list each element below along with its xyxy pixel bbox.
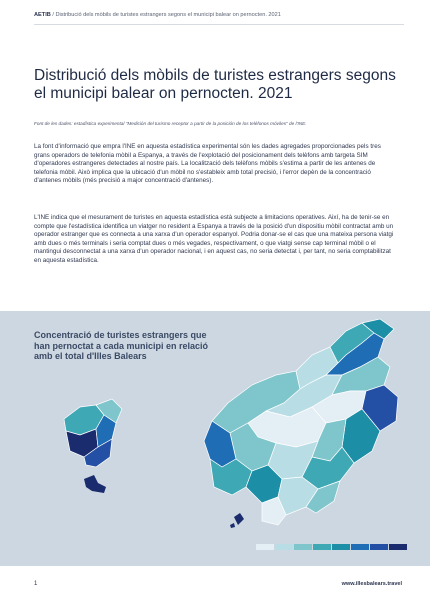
legend-swatch <box>313 544 331 550</box>
header-breadcrumb <box>34 12 404 18</box>
header-text: / Distribució dels mòbils de turistes estrangers segons el municipi balear on pernocten. 2021 <box>50 12 281 18</box>
legend-swatch <box>389 544 407 550</box>
eivissa-island <box>64 399 122 467</box>
legend-swatch <box>332 544 350 550</box>
legend-swatch <box>256 544 274 550</box>
paragraph-1: La font d'informació que empra l'INE en aquesta estadística experimental són les dades agregades proporcionades pels tres grans operadors de telefonia mòbil a Espanya, a través de l'explotació del posicionament dels telèfons amb targeta SIM d'operadores estrangeres detectades al nostre país. La localització dels telèfons mòbils s'estima a partir de les antenes de telefonia mòbil. Això implica que la ubicació d'un mòbil no s'estableix amb total precisió, i l'error depèn de la concentració d'antenes mòbils (més precisió a major concentració d'antenes). <box>34 143 381 185</box>
source-note: Font de les dades: estadística experimental "Medición del turismo receptor a partir de la posición de los teléfonos móviles" de l'INE. <box>34 121 307 126</box>
legend-swatch <box>294 544 312 550</box>
header-brand: AETIB <box>34 12 51 18</box>
legend-swatch <box>275 544 293 550</box>
page-number: 1 <box>34 581 38 587</box>
page-title: Distribució dels mòbils de turistes estrangers segons el municipi balear on pernocten. 2021 <box>34 67 396 102</box>
paragraph-2: L'INE indica que el mesurament de turistes en aquesta estadística està subjecte a limitacions operatives. Així, ha de tenir-se en compte que l'estadística identifica un viatger no resident a Espanya a través de la posició d'un dispositiu mòbil contractat amb un operador estranger que es connecta a una xarxa d'un operador espanyol. Podria donar-se el cas que una mateixa persona viatgi amb dues o més terminals i seria comptat dues o més vegades, respectivament, o que viatgi sense cap terminal mòbil o el mantingui desconnectat a una xarxa d'un operador nacional, i en aquest cas, no seria detectat i, per tant, no seria comptabilitzat en aquesta estadística. <box>34 214 394 264</box>
cabrera-island <box>230 513 244 528</box>
legend-swatch <box>351 544 369 550</box>
map-legend <box>256 544 408 550</box>
formentera-island <box>84 475 106 493</box>
header-divider <box>34 24 404 25</box>
mallorca-island <box>204 319 398 525</box>
map-title: Concentració de turistes estrangers que han pernoctat a cada municipi en relació amb el total d'Illes Balears <box>34 330 209 361</box>
footer-url: www.illesbalears.travel <box>341 581 402 587</box>
legend-swatch <box>370 544 388 550</box>
